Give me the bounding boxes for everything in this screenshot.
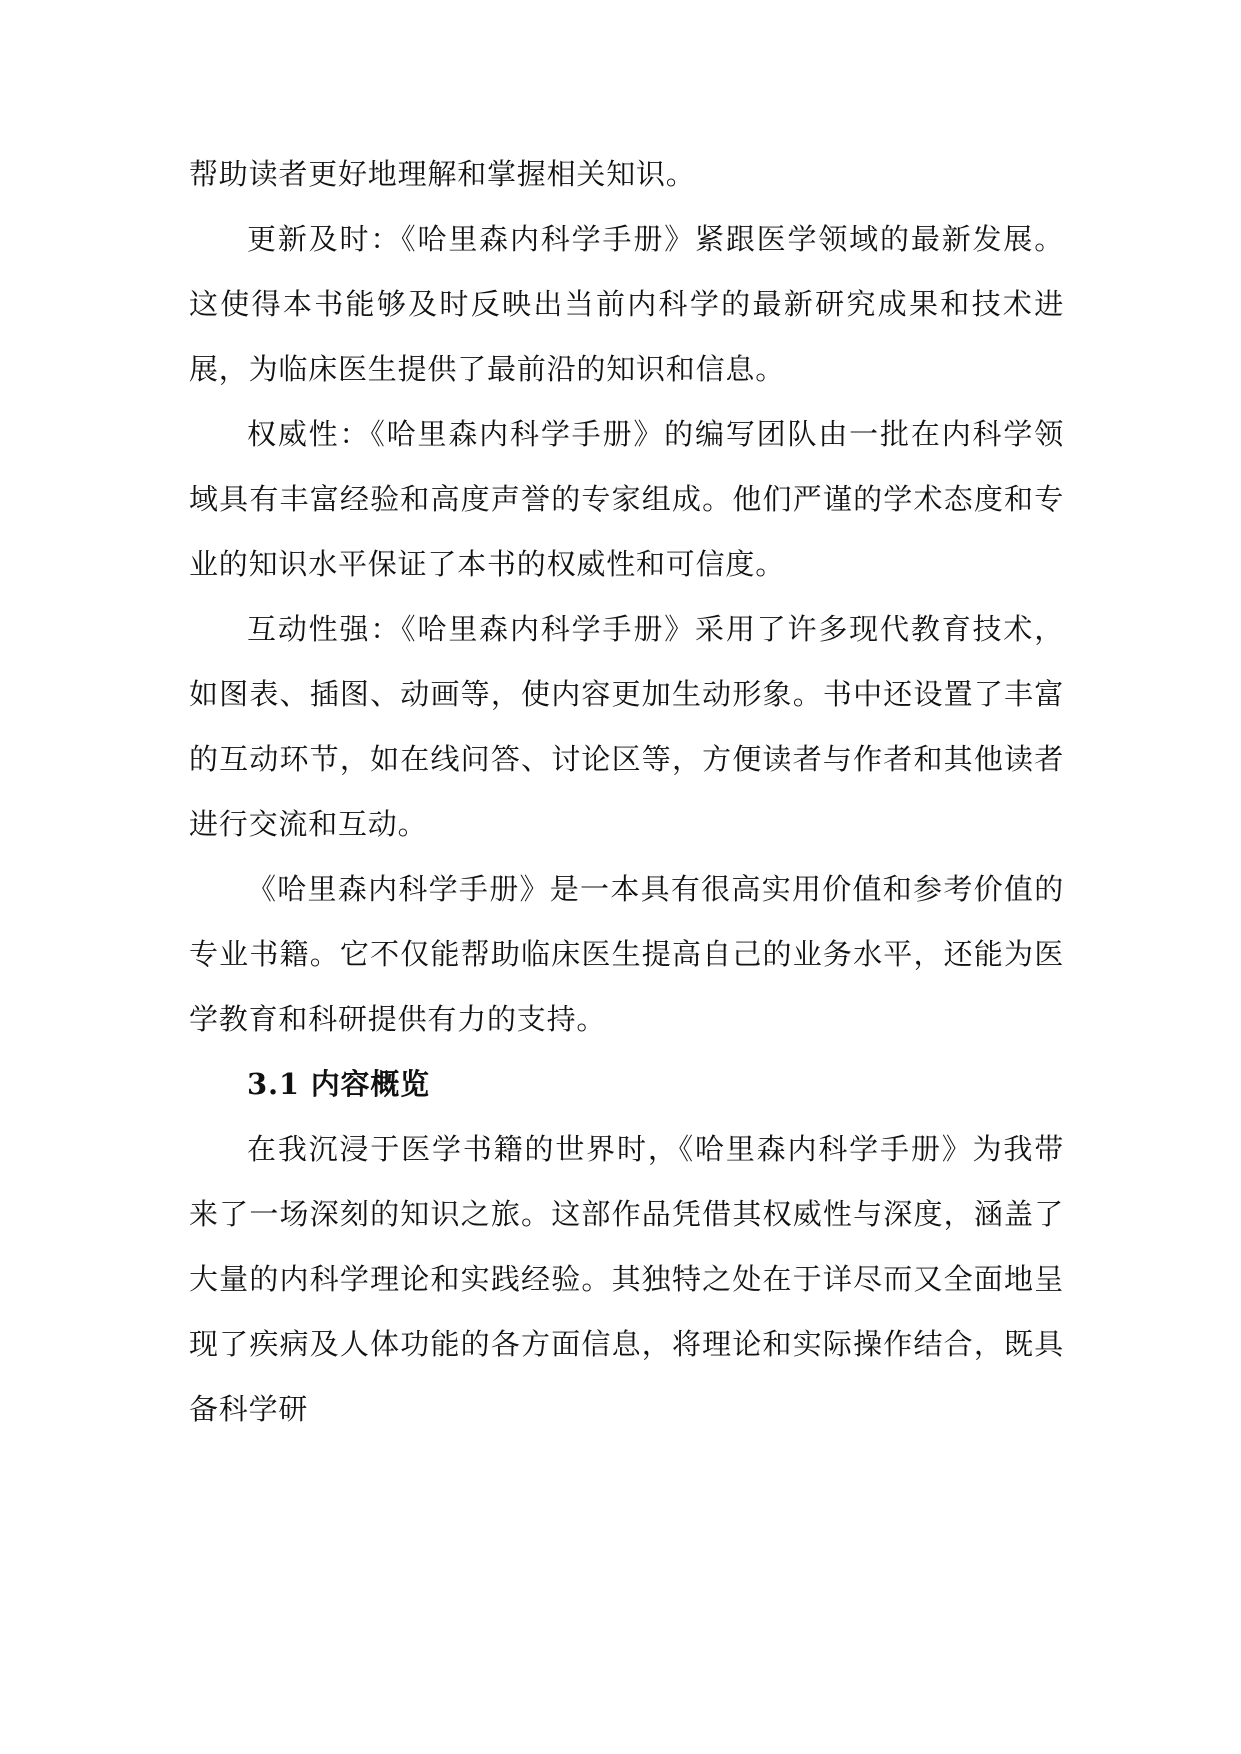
paragraph-timely-updates: 更新及时：《哈里森内科学手册》紧跟医学领域的最新发展。这使得本书能够及时反映出当前内科学的最新研究成果和技术进展，为临床医生提供了最前沿的知识和信息。 [189,222,1064,386]
document-body [189,142,1064,1442]
paragraph-content-overview: 在我沉浸于医学书籍的世界时，《哈里森内科学手册》为我带来了一场深刻的知识之旅。这部作品凭借其权威性与深度，涵盖了大量的内科学理论和实践经验。其独特之处在于详尽而又全面地呈现了疾病及人体功能的各方面信息，将理论和实际操作结合，既具备科学研 [189,1132,1064,1426]
paragraph-interactivity: 互动性强：《哈里森内科学手册》采用了许多现代教育技术，如图表、插图、动画等，使内容更加生动形象。书中还设置了丰富的互动环节，如在线问答、讨论区等，方便读者与作者和其他读者进行交流和互动。 [189,612,1064,841]
section-heading: 3.1 内容概览 [247,1067,430,1101]
paragraph-authority: 权威性：《哈里森内科学手册》的编写团队由一批在内科学领域具有丰富经验和高度声誉的专家组成。他们严谨的学术态度和专业的知识水平保证了本书的权威性和可信度。 [189,417,1064,581]
paragraph-continuation: 帮助读者更好地理解和掌握相关知识。 [189,157,696,191]
paragraph-summary: 《哈里森内科学手册》是一本具有很高实用价值和参考价值的专业书籍。它不仅能帮助临床医生提高自己的业务水平，还能为医学教育和科研提供有力的支持。 [189,872,1064,1036]
